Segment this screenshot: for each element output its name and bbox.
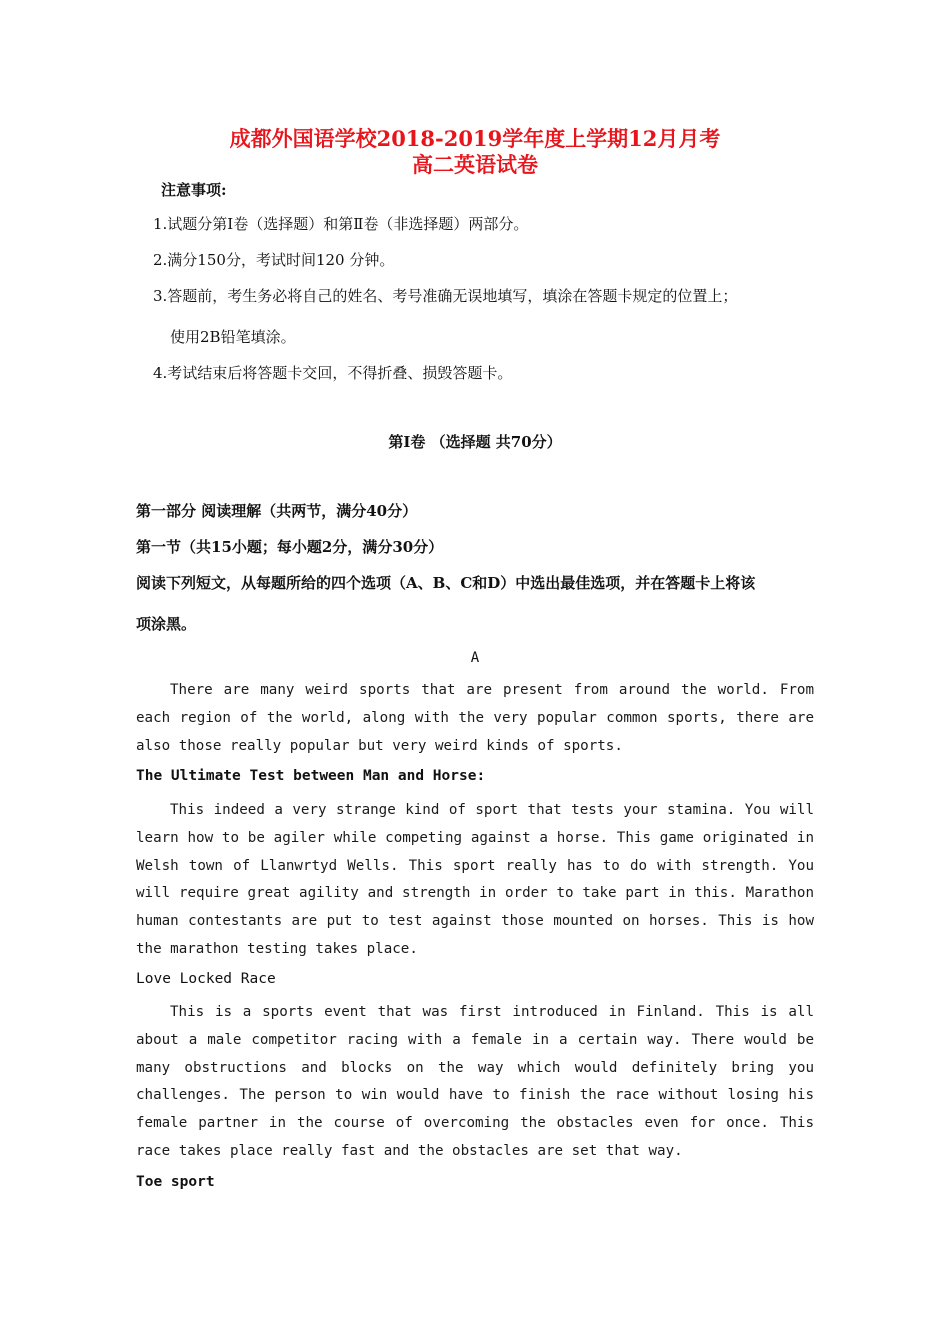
- notice-item: 3.答题前，考生务必将自己的姓名、考号准确无误地填写，填涂在答题卡规定的位置上；: [153, 287, 738, 305]
- paragraph: This indeed a very strange kind of sport that tests your stamina. You will learn how to be agiler while competing against a horse. This game originated in Welsh town of Llanwrtyd Wells. This sport really has to do with strength. You will require great agility and strength in order to take part in this. Marathon human contestants are put to test against those mounted on horses. This is how the marathon testing takes place.: [136, 802, 814, 957]
- passage-section-2: [136, 999, 814, 1166]
- passage-label: A: [470, 650, 480, 666]
- section-heading: 第一节（共15小题；每小题2分，满分30分）: [136, 538, 444, 556]
- notice-item: 使用2B铅笔填涂。: [170, 328, 296, 346]
- notice-item: 2.满分150分，考试时间120 分钟。: [153, 251, 395, 269]
- instruction-text: 阅读下列短文，从每题所给的四个选项（A、B、C和D）中选出最佳选项，并在答题卡上将该: [136, 574, 756, 592]
- passage-intro: [136, 677, 814, 760]
- notice-item: 1.试题分第Ⅰ卷（选择题）和第Ⅱ卷（非选择题）两部分。: [153, 215, 529, 233]
- volume-heading: 第Ⅰ卷 （选择题 共70分）: [388, 433, 562, 451]
- part-heading: 第一部分 阅读理解（共两节，满分40分）: [136, 502, 418, 520]
- paragraph: There are many weird sports that are present from around the world. From each region of the world, along with the very popular common sports, there are also those really popular but very weird kinds of sports.: [136, 682, 814, 754]
- notice-heading: 注意事项:: [161, 181, 227, 199]
- instruction-text: 项涂黑。: [136, 615, 197, 633]
- subheading-man-horse: The Ultimate Test between Man and Horse:: [136, 768, 486, 784]
- subheading-love-locked: Love Locked Race: [136, 971, 276, 987]
- subheading-toe-sport: Toe sport: [136, 1174, 215, 1190]
- exam-subtitle: 高二英语试卷: [412, 152, 538, 177]
- notice-item: 4.考试结束后将答题卡交回，不得折叠、损毁答题卡。: [153, 364, 513, 382]
- passage-section-1: [136, 797, 814, 964]
- exam-title: 成都外国语学校2018-2019学年度上学期12月月考: [229, 126, 721, 151]
- paragraph: This is a sports event that was first introduced in Finland. This is all about a male competitor racing with a female in a certain way. There would be many obstructions and blocks on the way which would definitely bring you challenges. The person to win would have to finish the race without losing his female partner in the course of overcoming the obstacles even for once. This race takes place really fast and the obstacles are set that way.: [136, 1004, 814, 1159]
